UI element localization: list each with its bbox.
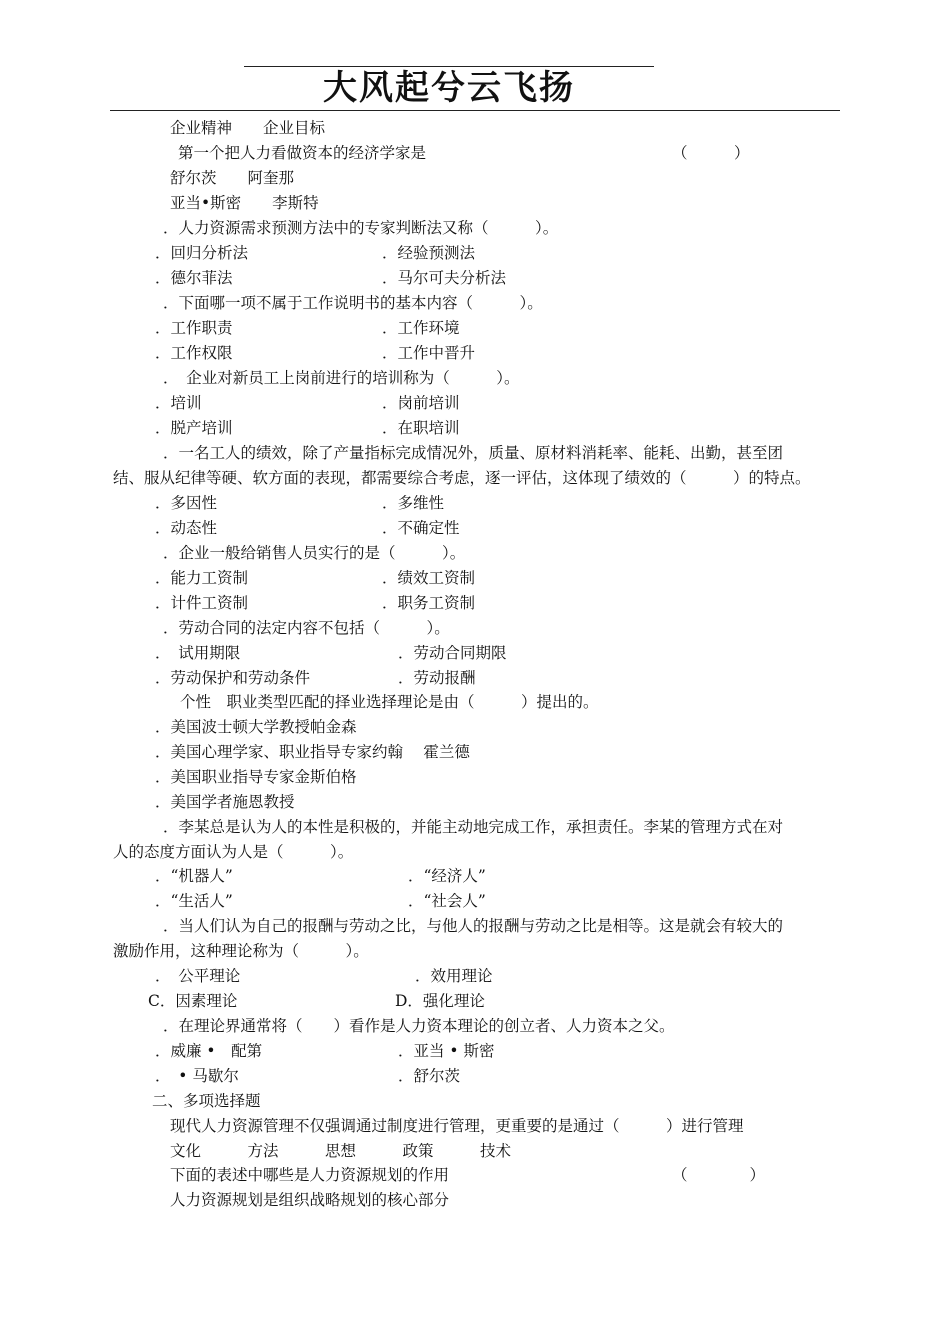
text-line: ．岗前培训 — [382, 394, 460, 412]
text-line: ．当人们认为自己的报酬与劳动之比，与他人的报酬与劳动之比是相等。这是就会有较大的 — [163, 917, 784, 935]
text-line: 人的态度方面认为人是（ ）。 — [113, 843, 354, 861]
text-line: D．强化理论 — [395, 992, 485, 1010]
text-line: 个性 职业类型匹配的择业选择理论是由（ ）提出的。 — [180, 693, 599, 711]
text-line: ．工作权限 — [155, 344, 233, 362]
text-line: ．下面哪一项不属于工作说明书的基本内容（ ）。 — [163, 294, 543, 312]
text-line: ．亚当 • 斯密 — [398, 1042, 495, 1060]
text-line: ．威廉 • 配第 — [155, 1042, 263, 1060]
text-line: （ ） — [672, 1166, 766, 1184]
text-line: ．工作环境 — [382, 319, 460, 337]
text-line: ．动态性 — [155, 519, 218, 537]
text-line: 亚当•斯密 李斯特 — [170, 194, 319, 212]
text-line: ．李某总是认为人的本性是积极的，并能主动地完成工作，承担责任。李某的管理方式在对 — [163, 818, 784, 836]
text-line: 下面的表述中哪些是人力资源规划的作用 — [170, 1166, 450, 1184]
text-line: ．德尔菲法 — [155, 269, 233, 287]
text-line: ．人力资源需求预测方法中的专家判断法又称（ ）。 — [163, 219, 559, 237]
text-line: ．计件工资制 — [155, 594, 249, 612]
text-line: ．不确定性 — [382, 519, 460, 537]
text-line: ．劳动合同期限 — [398, 644, 507, 662]
text-line: ．劳动报酬 — [398, 669, 476, 687]
text-line: ．多维性 — [382, 494, 445, 512]
text-line: C．因素理论 — [148, 992, 238, 1010]
text-line: 舒尔茨 阿奎那 — [170, 169, 295, 187]
text-line: ．脱产培训 — [155, 419, 233, 437]
text-line: ．美国心理学家、职业指导专家约翰 霍兰德 — [155, 743, 470, 761]
text-line: ． 企业对新员工上岗前进行的培训称为（ ）。 — [163, 369, 520, 387]
text-line: 激励作用，这种理论称为（ ）。 — [113, 942, 369, 960]
text-line: ．能力工资制 — [155, 569, 249, 587]
text-line: ．“经济人” — [408, 867, 486, 885]
text-line: ．多因性 — [155, 494, 218, 512]
text-line: ． 试用期限 — [155, 644, 241, 662]
text-line: ．劳动合同的法定内容不包括（ ）。 — [163, 619, 450, 637]
header-title: 大风起兮云飞扬 — [323, 68, 575, 108]
text-line: ．“生活人” — [155, 892, 233, 910]
text-line: ．工作职责 — [155, 319, 233, 337]
text-line: ．回归分析法 — [155, 244, 249, 262]
text-line: ．培训 — [155, 394, 202, 412]
text-line: ． 公平理论 — [155, 967, 241, 985]
text-line: ． • 马歇尔 — [155, 1067, 239, 1085]
text-line: 人力资源规划是组织战略规划的核心部分 — [170, 1191, 450, 1209]
text-line: ．舒尔茨 — [398, 1067, 461, 1085]
text-line: ．在理论界通常将（ ）看作是人力资本理论的创立者、人力资本之父。 — [163, 1017, 675, 1035]
section-heading: 二、多项选择题 — [152, 1092, 261, 1110]
text-line: ．“机器人” — [155, 867, 233, 885]
text-line: 第一个把人力看做资本的经济学家是 — [178, 144, 427, 162]
text-line: ．劳动保护和劳动条件 — [155, 669, 311, 687]
text-line: 文化 方法 思想 政策 技术 — [170, 1142, 512, 1160]
header-top-rule — [244, 66, 654, 67]
text-line: 结、服从纪律等硬、软方面的表现，都需要综合考虑，逐一评估，这体现了绩效的（ ）的特点。 — [113, 469, 811, 487]
text-line: 企业精神 企业目标 — [170, 119, 326, 137]
text-line: ．“社会人” — [408, 892, 486, 910]
text-line: ．在职培训 — [382, 419, 460, 437]
text-line: ．效用理论 — [415, 967, 493, 985]
text-line: （ ） — [672, 144, 750, 162]
text-line: ．经验预测法 — [382, 244, 476, 262]
text-line: ．绩效工资制 — [382, 569, 476, 587]
header-bottom-rule — [110, 110, 840, 111]
text-line: ．工作中晋升 — [382, 344, 476, 362]
text-line: ．马尔可夫分析法 — [382, 269, 507, 287]
text-line: ．美国职业指导专家金斯伯格 — [155, 768, 357, 786]
text-line: ．美国波士顿大学教授帕金森 — [155, 718, 357, 736]
text-line: 现代人力资源管理不仅强调通过制度进行管理，更重要的是通过（ ）进行管理 — [170, 1117, 744, 1135]
text-line: ．一名工人的绩效，除了产量指标完成情况外，质量、原材料消耗率、能耗、出勤，甚至团 — [163, 444, 784, 462]
text-line: ．美国学者施恩教授 — [155, 793, 295, 811]
text-line: ．企业一般给销售人员实行的是（ ）。 — [163, 544, 466, 562]
text-line: ．职务工资制 — [382, 594, 476, 612]
